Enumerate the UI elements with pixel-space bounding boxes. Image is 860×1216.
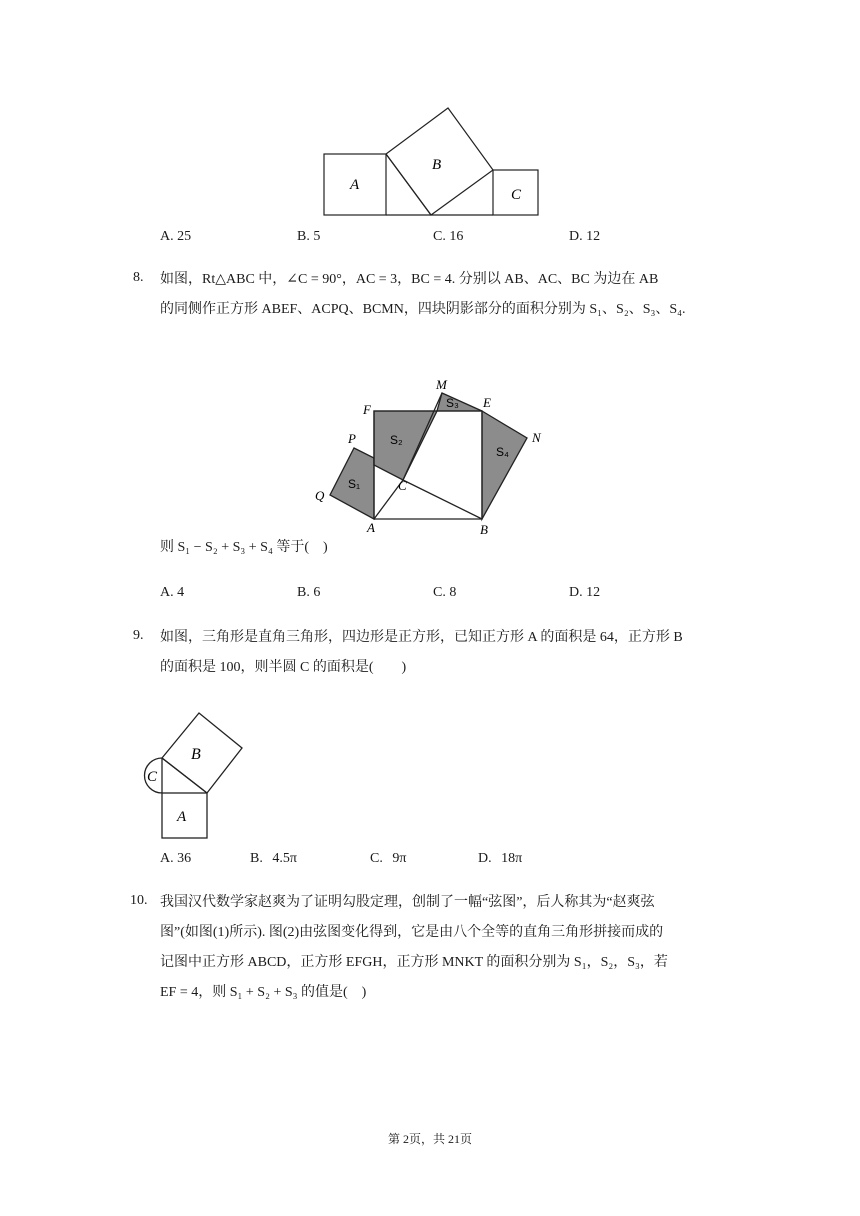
q7-triangle-left [386,154,431,215]
q8-label-q: Q [315,488,325,503]
q9-text-line1: 如图，三角形是直角三角形，四边形是正方形，已知正方形 A 的面积是 64，正方形 B [160,630,683,645]
option-letter: A. [160,851,174,866]
option-letter: C. [433,229,446,244]
option-value: 18π [501,851,523,866]
q9-figure [135,708,250,843]
option-letter: B. [250,851,263,866]
option-value: 6 [313,585,321,600]
q7-option-b[interactable] [297,227,320,247]
option-value: 4.5π [272,851,297,866]
option-letter: A. [160,229,174,244]
q8-label-n: N [532,430,541,445]
q9-label-a: A [177,809,187,825]
q10-text-line2: 图”(如图(1)所示). 图(2)由弦图变化得到，它是由八个全等的直角三角形拼接而成的 [160,925,664,940]
option-value: 5 [313,229,321,244]
q7-option-d[interactable] [569,227,600,247]
q8-label-c: C [398,478,407,493]
q8-option-d[interactable] [569,583,600,603]
q8-option-c[interactable] [433,583,456,603]
option-value: 9π [392,851,407,866]
q9-option-a[interactable] [160,849,191,869]
q8-label-f: F [363,402,371,417]
q8-label-s2: S₂ [390,433,403,447]
option-value: 12 [586,229,601,244]
q8-label-s4: S₄ [496,445,509,459]
q10-text-line3: 记图中正方形 ABCD，正方形 EFGH，正方形 MNKT 的面积分别为 S₁，S₂，S₃，若 [160,955,668,970]
q8-label-a: A [367,520,375,535]
q8-option-a[interactable] [160,583,184,603]
option-letter: D. [569,229,583,244]
q7-label-a: A [350,177,360,193]
option-letter: C. [433,585,446,600]
q8-text-line1: 如图，Rt△ABC 中，∠C = 90°，AC = 3，BC = 4. 分别以 AB、AC、BC 为边在 AB [160,272,659,287]
option-letter: A. [160,585,174,600]
q8-label-s3: S₃ [446,396,459,410]
q8-label-p: P [348,431,356,446]
option-letter: D. [569,585,583,600]
option-value: 16 [449,229,464,244]
q7-label-b: B [432,157,442,173]
q7-option-c[interactable] [433,227,463,247]
q7-option-a[interactable] [160,227,191,247]
option-letter: B. [297,229,310,244]
q7-figure [320,105,542,220]
option-value: 36 [177,851,192,866]
q8-label-m: M [436,377,447,392]
option-value: 12 [586,585,601,600]
page-footer: 第 2页，共 21页 [387,1132,472,1146]
q9-number: 9. [133,628,144,643]
option-value: 4 [177,585,185,600]
option-letter: D. [478,851,492,866]
q9-label-b: B [191,746,201,763]
q8-label-e: E [483,395,491,410]
q9-square-b [162,713,242,793]
q8-region-s2 [374,411,437,480]
q9-option-c[interactable] [370,849,406,869]
q7-label-c: C [511,187,522,203]
q8-option-b[interactable] [297,583,320,603]
q9-option-b[interactable] [250,849,297,869]
option-value: 8 [449,585,457,600]
q8-number: 8. [133,270,144,285]
q8-text-line2: 的同侧作正方形 ABEF、ACPQ、BCMN，四块阴影部分的面积分别为 S₁、S₂、S₃、S₄. [160,302,686,317]
q9-triangle-hyp [162,758,207,793]
q8-label-b: B [480,522,488,537]
q10-text-line4: EF = 4，则 S₁ + S₂ + S₃ 的值是( ) [160,985,367,1000]
q10-text-line1: 我国汉代数学家赵爽为了证明勾股定理，创制了一幅“弦图”，后人称其为“赵爽弦 [160,895,655,910]
q8-region-s3 [437,393,482,411]
option-letter: B. [297,585,310,600]
option-value: 25 [177,229,192,244]
option-letter: C. [370,851,383,866]
q9-label-c: C [147,769,158,785]
q10-number: 10. [130,893,148,908]
q9-option-d[interactable] [478,849,522,869]
q8-label-s1: S₁ [348,477,361,491]
q8-figure [310,372,550,537]
q9-text-line2: 的面积是 100，则半圆 C 的面积是( ) [160,660,407,675]
q8-line-cb [403,480,482,519]
q8-question: 则 S₁ − S₂ + S₃ + S₄ 等于( ) [160,540,328,555]
q8-region-s4 [482,411,527,519]
